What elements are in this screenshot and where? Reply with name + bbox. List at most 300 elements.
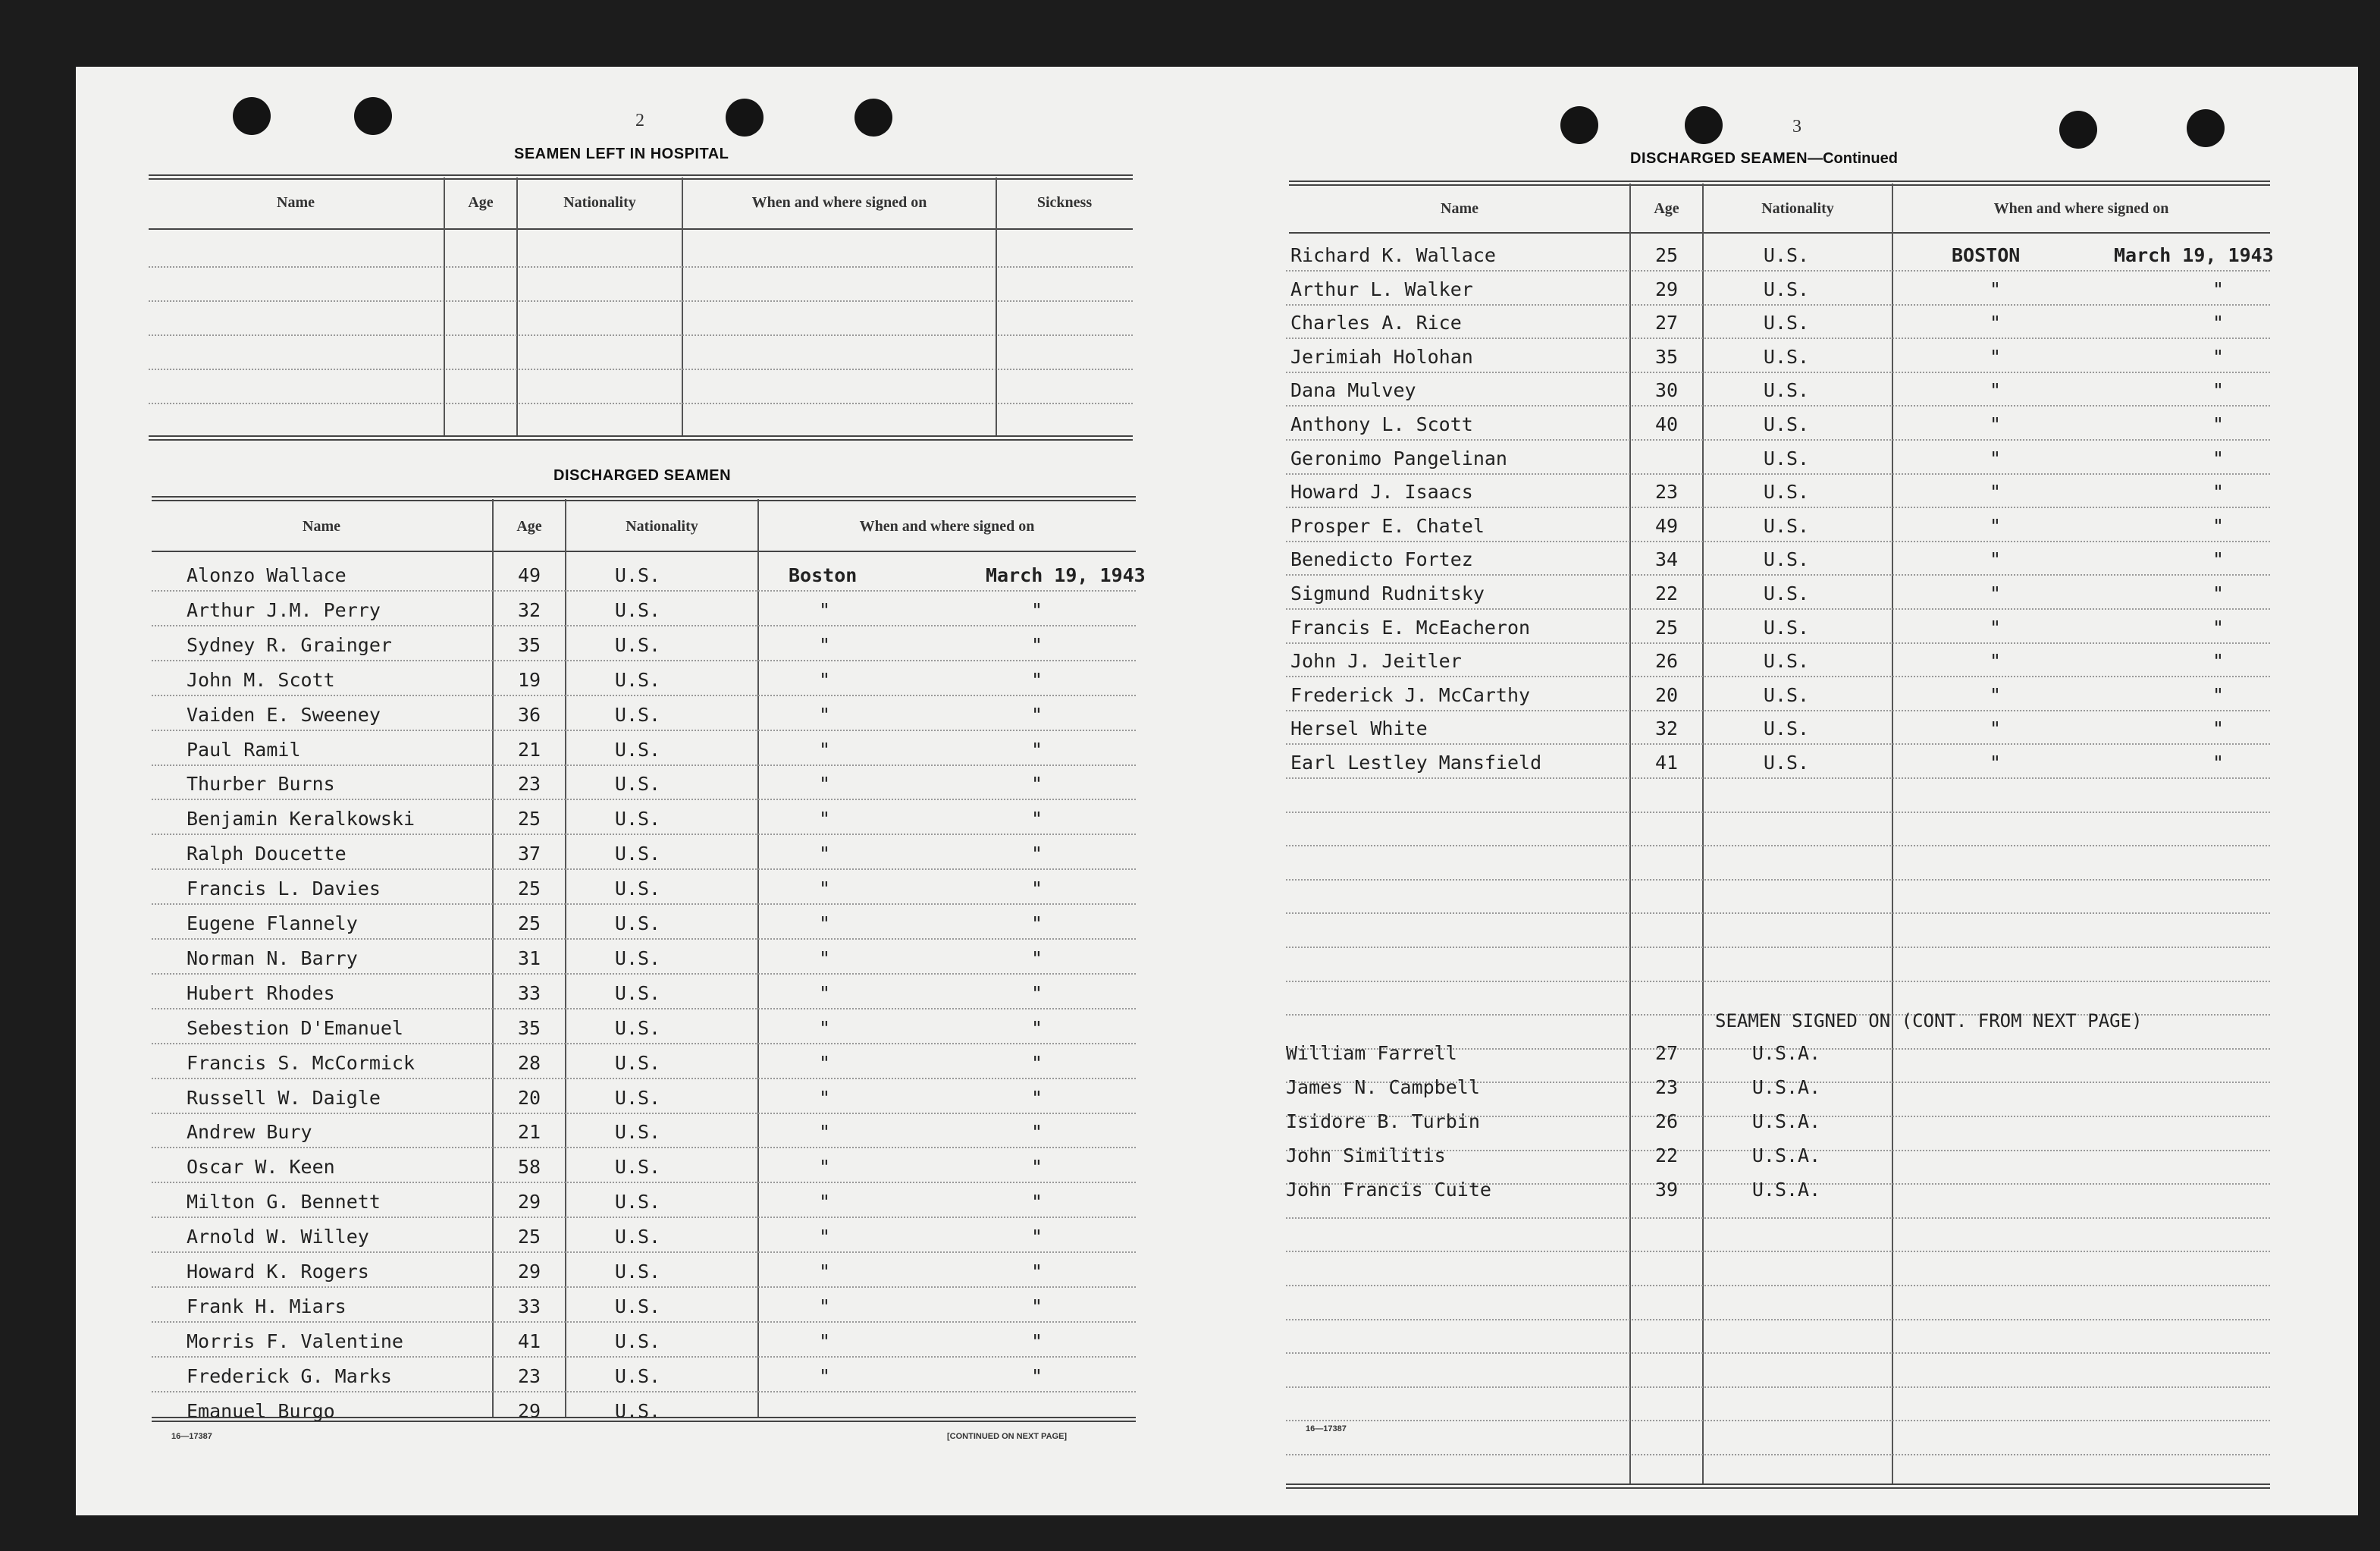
signed-date-cell: " — [1031, 773, 1043, 795]
nationality-cell: U.S. — [1763, 312, 1810, 334]
row-line — [152, 834, 1136, 835]
row-line — [1286, 642, 2270, 644]
name-cell: Eugene Flannely — [187, 912, 358, 934]
nationality-cell: U.S. — [614, 1191, 661, 1213]
age-cell: 23 — [517, 773, 541, 795]
row-line — [1286, 473, 2270, 475]
signed-place-cell: " — [819, 1156, 831, 1178]
age-cell: 37 — [517, 843, 541, 865]
signed-date-cell: " — [1031, 1295, 1043, 1317]
row-line — [152, 590, 1136, 592]
row-line — [152, 799, 1136, 800]
table-rule — [149, 174, 1133, 180]
name-cell: Paul Ramil — [187, 739, 301, 761]
row-line — [1286, 1420, 2270, 1421]
binder-hole — [854, 99, 892, 137]
nationality-cell: U.S.A. — [1751, 1076, 1821, 1098]
signed-date-cell: " — [2212, 617, 2225, 639]
signed-date-cell: " — [2212, 447, 2225, 469]
row-line — [1286, 372, 2270, 373]
header-rule — [1289, 232, 2270, 234]
signed-place-cell: " — [1990, 548, 2002, 570]
row-line — [149, 266, 1133, 268]
signed-place-cell: " — [819, 1121, 831, 1143]
age-cell: 28 — [517, 1052, 541, 1074]
row-line — [152, 1251, 1136, 1253]
row-line — [1286, 1386, 2270, 1388]
nationality-cell: U.S. — [614, 1261, 661, 1283]
age-cell: 35 — [517, 634, 541, 656]
nationality-cell: U.S. — [1763, 447, 1810, 469]
age-cell: 29 — [517, 1191, 541, 1213]
signed-place-cell: " — [819, 773, 831, 795]
nationality-cell: U.S.A. — [1751, 1179, 1821, 1201]
signed-place-cell: Boston — [789, 564, 858, 586]
nationality-cell: U.S. — [1763, 379, 1810, 401]
table-rule — [152, 1417, 1136, 1422]
column-line — [516, 177, 518, 435]
name-cell: John J. Jeitler — [1290, 650, 1462, 672]
name-cell: Richard K. Wallace — [1290, 244, 1496, 266]
name-cell: Milton G. Bennett — [187, 1191, 381, 1213]
signed-place-cell: " — [819, 599, 831, 621]
row-line — [1286, 270, 2270, 272]
signed-place-cell: " — [819, 912, 831, 934]
row-line — [152, 625, 1136, 626]
name-cell: Francis L. Davies — [187, 878, 381, 900]
col-header-when-where: When and where signed on — [859, 518, 1035, 535]
row-line — [1286, 710, 2270, 711]
signed-place-cell: " — [819, 1226, 831, 1248]
signed-place-cell: " — [1990, 413, 2002, 435]
name-cell: Arthur L. Walker — [1290, 278, 1473, 300]
col-header-nationality: Nationality — [563, 194, 636, 211]
age-cell: 23 — [517, 1365, 541, 1387]
age-cell: 25 — [517, 1226, 541, 1248]
signed-place-cell: " — [1990, 447, 2002, 469]
row-line — [1286, 574, 2270, 576]
nationality-cell: U.S. — [614, 1226, 661, 1248]
binder-hole — [233, 97, 271, 135]
row-line — [152, 1286, 1136, 1288]
row-line — [152, 1321, 1136, 1323]
name-cell: Hubert Rhodes — [187, 982, 335, 1004]
binder-hole — [726, 99, 764, 137]
nationality-cell: U.S. — [614, 1087, 661, 1109]
signed-date-cell: " — [2212, 752, 2225, 774]
row-line — [1286, 676, 2270, 677]
name-cell: John Francis Cuite — [1286, 1179, 1491, 1201]
nationality-cell: U.S. — [1763, 617, 1810, 639]
form-number: 16—17387 — [1306, 1424, 1347, 1433]
age-cell: 29 — [517, 1400, 541, 1422]
age-cell: 22 — [1654, 1144, 1679, 1166]
age-cell: 39 — [1654, 1179, 1679, 1201]
name-cell: Isidore B. Turbin — [1286, 1110, 1480, 1132]
age-cell: 26 — [1654, 1110, 1679, 1132]
row-line — [1286, 338, 2270, 339]
name-cell: Francis S. McCormick — [187, 1052, 415, 1074]
age-cell: 35 — [517, 1017, 541, 1039]
table-rule — [152, 496, 1136, 501]
age-cell: 21 — [517, 1121, 541, 1143]
signed-date-cell: " — [1031, 599, 1043, 621]
name-cell: Russell W. Daigle — [187, 1087, 381, 1109]
nationality-cell: U.S. — [614, 1365, 661, 1387]
table-rule — [149, 435, 1133, 441]
signed-place-cell: " — [819, 1365, 831, 1387]
row-line — [149, 300, 1133, 302]
signed-place-cell: " — [819, 1191, 831, 1213]
row-line — [1286, 912, 2270, 914]
signed-date-cell: " — [2212, 481, 2225, 503]
nationality-cell: U.S. — [1763, 684, 1810, 706]
binder-hole — [1560, 106, 1598, 144]
age-cell: 26 — [1654, 650, 1679, 672]
row-line — [152, 695, 1136, 696]
col-header-nationality: Nationality — [1761, 200, 1834, 217]
row-line — [1286, 981, 2270, 982]
signed-place-cell: " — [819, 1052, 831, 1074]
signed-place-cell: " — [819, 669, 831, 691]
signed-date-cell: " — [1031, 634, 1043, 656]
name-cell: Arthur J.M. Perry — [187, 599, 381, 621]
nationality-cell: U.S. — [614, 1156, 661, 1178]
col-header-age: Age — [516, 518, 542, 535]
age-cell: 33 — [517, 1295, 541, 1317]
page-number: 2 — [635, 111, 644, 130]
row-line — [152, 903, 1136, 905]
nationality-cell: U.S. — [1763, 717, 1810, 739]
column-line — [1892, 184, 1893, 1485]
discharged-section-title: DISCHARGED SEAMEN — [553, 467, 732, 484]
row-line — [1286, 879, 2270, 881]
signed-date-cell: " — [1031, 1330, 1043, 1352]
header-rule — [149, 228, 1133, 230]
age-cell: 25 — [1654, 617, 1679, 639]
signed-place-cell: BOSTON — [1952, 244, 2021, 266]
row-line — [152, 1043, 1136, 1044]
table-rule — [1286, 1483, 2270, 1489]
nationality-cell: U.S. — [614, 912, 661, 934]
age-cell: 34 — [1654, 548, 1679, 570]
name-cell: Frederick J. McCarthy — [1290, 684, 1531, 706]
continued-note: [CONTINUED ON NEXT PAGE] — [947, 1432, 1068, 1441]
signed-date-cell: " — [1031, 739, 1043, 761]
binder-hole — [1685, 106, 1723, 144]
signed-place-cell: " — [819, 878, 831, 900]
signed-date-cell: " — [1031, 878, 1043, 900]
signed-place-cell: " — [1990, 752, 2002, 774]
nationality-cell: U.S. — [1763, 413, 1810, 435]
name-cell: John M. Scott — [187, 669, 335, 691]
age-cell: 40 — [1654, 413, 1679, 435]
age-cell: 32 — [1654, 717, 1679, 739]
name-cell: Howard K. Rogers — [187, 1261, 369, 1283]
row-line — [152, 1147, 1136, 1148]
name-cell: James N. Campbell — [1286, 1076, 1480, 1098]
signed-date-cell: " — [1031, 704, 1043, 726]
signed-place-cell: " — [819, 843, 831, 865]
signed-date-cell: " — [1031, 808, 1043, 830]
row-line — [1286, 947, 2270, 948]
age-cell: 27 — [1654, 1042, 1679, 1064]
nationality-cell: U.S. — [614, 1400, 661, 1422]
age-cell: 33 — [517, 982, 541, 1004]
name-cell: Emanuel Burgo — [187, 1400, 335, 1422]
signed-date-cell: March 19, 1943 — [2114, 244, 2274, 266]
row-line — [1286, 1285, 2270, 1286]
nationality-cell: U.S. — [614, 564, 661, 586]
nationality-cell: U.S. — [1763, 752, 1810, 774]
nationality-cell: U.S.A. — [1751, 1110, 1821, 1132]
signed-date-cell: " — [1031, 669, 1043, 691]
age-cell: 19 — [517, 669, 541, 691]
nationality-cell: U.S. — [614, 808, 661, 830]
signed-place-cell: " — [819, 1017, 831, 1039]
binder-hole — [354, 97, 392, 135]
binder-hole — [2187, 109, 2225, 147]
row-line — [149, 403, 1133, 404]
row-line — [1286, 1352, 2270, 1354]
row-line — [152, 1008, 1136, 1009]
row-line — [1286, 608, 2270, 610]
col-header-age: Age — [468, 194, 494, 211]
signed-place-cell: " — [1990, 346, 2002, 368]
age-cell: 35 — [1654, 346, 1679, 368]
signed-date-cell: " — [2212, 515, 2225, 537]
row-line — [152, 1113, 1136, 1114]
name-cell: John Similitis — [1286, 1144, 1446, 1166]
nationality-cell: U.S. — [614, 1017, 661, 1039]
section-title-suffix: —Continued — [1808, 150, 1898, 167]
name-cell: Arnold W. Willey — [187, 1226, 369, 1248]
signed-place-cell: " — [819, 1261, 831, 1283]
name-cell: Frederick G. Marks — [187, 1365, 392, 1387]
signed-date-cell: " — [2212, 548, 2225, 570]
row-line — [1286, 1319, 2270, 1320]
age-cell: 32 — [517, 599, 541, 621]
signed-place-cell: " — [819, 808, 831, 830]
signed-date-cell: " — [1031, 1087, 1043, 1109]
signed-date-cell: " — [2212, 379, 2225, 401]
col-header-when-where: When and where signed on — [1993, 200, 2169, 217]
row-line — [152, 1356, 1136, 1358]
signed-date-cell: " — [2212, 582, 2225, 604]
nationality-cell: U.S. — [1763, 650, 1810, 672]
header-rule — [152, 551, 1136, 552]
name-cell: Dana Mulvey — [1290, 379, 1416, 401]
nationality-cell: U.S. — [614, 739, 661, 761]
row-line — [1286, 845, 2270, 846]
signed-date-cell: " — [1031, 1191, 1043, 1213]
nationality-cell: U.S. — [614, 947, 661, 969]
signed-place-cell: " — [1990, 582, 2002, 604]
nationality-cell: U.S. — [614, 1052, 661, 1074]
age-cell: 36 — [517, 704, 541, 726]
signed-date-cell: " — [2212, 278, 2225, 300]
age-cell: 20 — [517, 1087, 541, 1109]
row-line — [1286, 1454, 2270, 1455]
age-cell: 23 — [1654, 481, 1679, 503]
nationality-cell: U.S. — [614, 599, 661, 621]
nationality-cell: U.S. — [614, 704, 661, 726]
signed-on-title: SEAMEN SIGNED ON (CONT. FROM NEXT PAGE) — [1715, 1010, 2143, 1031]
signed-place-cell: " — [819, 1295, 831, 1317]
row-line — [1286, 439, 2270, 441]
age-cell: 30 — [1654, 379, 1679, 401]
age-cell: 25 — [517, 878, 541, 900]
name-cell: Sigmund Rudnitsky — [1290, 582, 1485, 604]
signed-date-cell: " — [1031, 1017, 1043, 1039]
nationality-cell: U.S. — [614, 843, 661, 865]
col-header-name: Name — [303, 518, 340, 535]
name-cell: Hersel White — [1290, 717, 1428, 739]
age-cell: 49 — [517, 564, 541, 586]
age-cell: 22 — [1654, 582, 1679, 604]
name-cell: Charles A. Rice — [1290, 312, 1462, 334]
name-cell: Andrew Bury — [187, 1121, 312, 1143]
signed-date-cell: " — [1031, 843, 1043, 865]
row-line — [152, 1182, 1136, 1183]
name-cell: Benedicto Fortez — [1290, 548, 1473, 570]
signed-date-cell: " — [1031, 1156, 1043, 1178]
signed-place-cell: " — [819, 947, 831, 969]
row-line — [1286, 743, 2270, 745]
nationality-cell: U.S. — [614, 1121, 661, 1143]
nationality-cell: U.S.A. — [1751, 1042, 1821, 1064]
col-header-name: Name — [277, 194, 315, 211]
signed-place-cell: " — [819, 739, 831, 761]
age-cell: 29 — [1654, 278, 1679, 300]
age-cell: 21 — [517, 739, 541, 761]
row-line — [1286, 1251, 2270, 1252]
col-header-nationality: Nationality — [626, 518, 698, 535]
nationality-cell: U.S. — [1763, 346, 1810, 368]
document-sheet — [76, 67, 2358, 1515]
signed-place-cell: " — [1990, 278, 2002, 300]
row-line — [1286, 1217, 2270, 1219]
nationality-cell: U.S. — [1763, 515, 1810, 537]
age-cell: 31 — [517, 947, 541, 969]
table-rule — [1289, 181, 2270, 186]
signed-date-cell: " — [1031, 912, 1043, 934]
age-cell: 20 — [1654, 684, 1679, 706]
row-line — [152, 660, 1136, 661]
signed-date-cell: " — [1031, 982, 1043, 1004]
row-line — [152, 1391, 1136, 1392]
signed-place-cell: " — [1990, 650, 2002, 672]
name-cell: Alonzo Wallace — [187, 564, 346, 586]
signed-date-cell: " — [2212, 312, 2225, 334]
left-page — [76, 67, 1213, 1515]
name-cell: Morris F. Valentine — [187, 1330, 403, 1352]
name-cell: Prosper E. Chatel — [1290, 515, 1485, 537]
hospital-section-title: SEAMEN LEFT IN HOSPITAL — [514, 146, 729, 162]
nationality-cell: U.S. — [614, 634, 661, 656]
name-cell: Norman N. Barry — [187, 947, 358, 969]
signed-place-cell: " — [819, 1330, 831, 1352]
row-line — [1286, 507, 2270, 508]
column-line — [757, 499, 759, 1418]
age-cell: 27 — [1654, 312, 1679, 334]
signed-date-cell: " — [2212, 413, 2225, 435]
name-cell: Jerimiah Holohan — [1290, 346, 1473, 368]
col-header-name: Name — [1441, 200, 1478, 217]
age-cell: 23 — [1654, 1076, 1679, 1098]
signed-date-cell: " — [2212, 717, 2225, 739]
signed-date-cell: " — [1031, 947, 1043, 969]
signed-date-cell: " — [1031, 1261, 1043, 1283]
signed-date-cell: " — [2212, 346, 2225, 368]
age-cell: 49 — [1654, 515, 1679, 537]
col-header-age: Age — [1654, 200, 1679, 217]
row-line — [1286, 405, 2270, 407]
age-cell: 29 — [517, 1261, 541, 1283]
column-line — [682, 177, 683, 435]
signed-date-cell: " — [1031, 1052, 1043, 1074]
row-line — [152, 973, 1136, 975]
row-line — [1286, 777, 2270, 779]
row-line — [1286, 812, 2270, 813]
name-cell: Anthony L. Scott — [1290, 413, 1473, 435]
age-cell: 25 — [517, 808, 541, 830]
name-cell: Frank H. Miars — [187, 1295, 346, 1317]
nationality-cell: U.S. — [614, 773, 661, 795]
age-cell: 25 — [517, 912, 541, 934]
nationality-cell: U.S. — [614, 669, 661, 691]
signed-date-cell: " — [1031, 1365, 1043, 1387]
name-cell: Howard J. Isaacs — [1290, 481, 1473, 503]
row-line — [1286, 541, 2270, 542]
right-page — [1213, 67, 2358, 1515]
row-line — [1286, 304, 2270, 306]
signed-date-cell: " — [1031, 1121, 1043, 1143]
discharged-continued-title — [1630, 150, 1898, 168]
row-line — [149, 369, 1133, 370]
name-cell: William Farrell — [1286, 1042, 1457, 1064]
column-line — [444, 177, 445, 435]
signed-place-cell: " — [819, 704, 831, 726]
name-cell: Earl Lestley Mansfield — [1290, 752, 1542, 774]
row-line — [152, 730, 1136, 731]
age-cell: 41 — [1654, 752, 1679, 774]
nationality-cell: U.S. — [614, 1295, 661, 1317]
nationality-cell: U.S.A. — [1751, 1144, 1821, 1166]
age-cell: 25 — [1654, 244, 1679, 266]
name-cell: Vaiden E. Sweeney — [187, 704, 381, 726]
nationality-cell: U.S. — [1763, 278, 1810, 300]
row-line — [152, 1078, 1136, 1079]
nationality-cell: U.S. — [614, 1330, 661, 1352]
binder-hole — [2059, 111, 2097, 149]
name-cell: Sydney R. Grainger — [187, 634, 392, 656]
row-line — [149, 334, 1133, 336]
col-header-sickness: Sickness — [1036, 194, 1093, 211]
row-line — [152, 1217, 1136, 1218]
name-cell: Oscar W. Keen — [187, 1156, 335, 1178]
nationality-cell: U.S. — [1763, 582, 1810, 604]
signed-place-cell: " — [819, 634, 831, 656]
form-number: 16—17387 — [171, 1432, 212, 1441]
nationality-cell: U.S. — [1763, 244, 1810, 266]
name-cell: Sebestion D'Emanuel — [187, 1017, 403, 1039]
name-cell: Geronimo Pangelinan — [1290, 447, 1507, 469]
age-cell: 58 — [517, 1156, 541, 1178]
signed-place-cell: " — [819, 1087, 831, 1109]
name-cell: Ralph Doucette — [187, 843, 346, 865]
nationality-cell: U.S. — [1763, 481, 1810, 503]
